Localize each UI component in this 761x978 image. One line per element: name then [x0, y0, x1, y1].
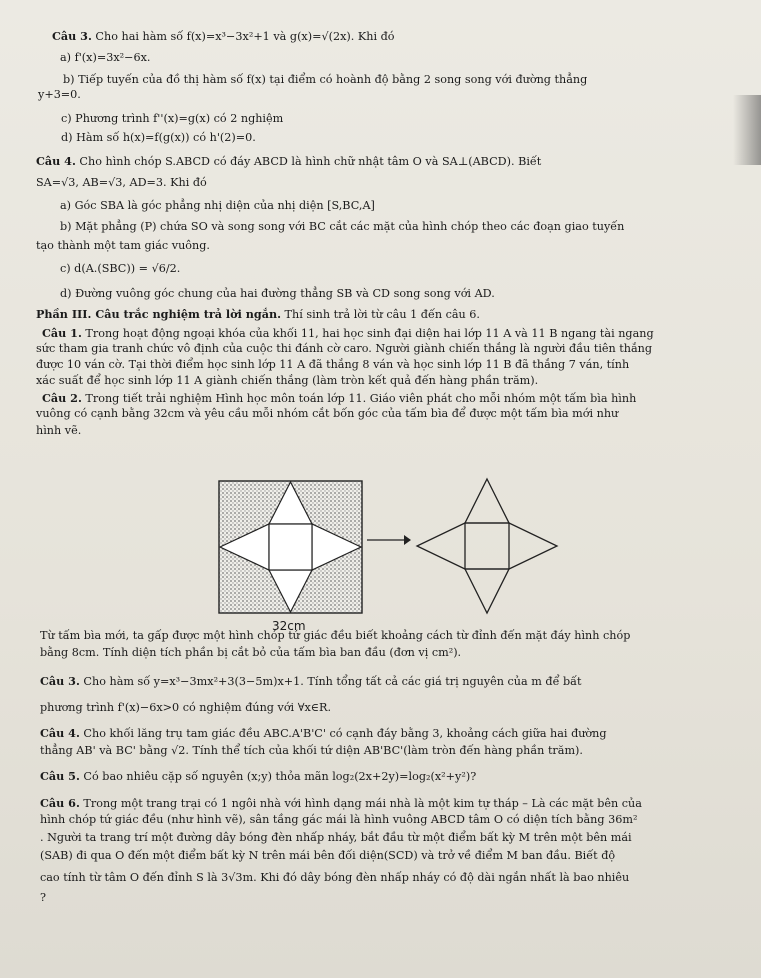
text-line: a) f'(x)=3x²−6x.	[60, 51, 151, 64]
text-line: SA=√3, AB=√3, AD=3. Khi đó	[36, 176, 207, 189]
square-sheet-svg	[218, 480, 363, 614]
text-line: ?	[40, 891, 46, 904]
text-line: a) Góc SBA là góc phẳng nhị diện của nhị diện [S,BC,A]	[60, 199, 375, 212]
text-line: Phần III. Câu trắc nghiệm trả lời ngắn. Thí sinh trả lời từ câu 1 đến câu 6.	[36, 307, 480, 321]
text-line: c) d(A.(SBC)) = √6/2.	[60, 262, 181, 275]
text-line: (SAB) đi qua O đến một điểm bất kỳ N trên mái bên đối diện(SCD) và trở về điểm M ban đầu. Biết độ	[40, 849, 616, 862]
arrow-figure	[366, 533, 412, 547]
text-line: d) Hàm số h(x)=f(g(x)) có h'(2)=0.	[61, 131, 256, 144]
text-line: được 10 ván cờ. Tại thời điểm học sinh lớp 11 A đã thắng 8 ván và học sinh lớp 11 B đã thắng 7 ván, tính	[36, 358, 630, 371]
cut-sheet-svg	[413, 477, 561, 615]
text-line: y+3=0.	[38, 88, 81, 101]
arrow-svg	[366, 533, 412, 547]
text-line: tạo thành một tam giác vuông.	[36, 239, 210, 252]
text-line: sức tham gia tranh chức vô định của cuộc thi đánh cờ caro. Người giành chiến thắng là người đầu tiên thắng	[36, 342, 653, 355]
text-line: Câu 4. Cho hình chóp S.ABCD có đáy ABCD là hình chữ nhật tâm O và SA⊥(ABCD). Biết	[36, 154, 542, 168]
text-line: thẳng AB' và BC' bằng √2. Tính thể tích của khối tứ diện AB'BC'(làm tròn đến hàng phần trăm).	[40, 744, 583, 757]
text-line: Câu 6. Trong một trang trại có 1 ngôi nhà với hình dạng mái nhà là một kim tự tháp – Là các mặt bên của	[40, 796, 642, 810]
square-sheet-figure	[218, 480, 363, 614]
text-line: b) Mặt phẳng (P) chứa SO và song song với BC cắt các mặt của hình chóp theo các đoạn giao tuyến	[60, 220, 625, 233]
text-line: b) Tiếp tuyến của đồ thị hàm số f(x) tại điểm có hoành độ bằng 2 song song với đường thẳng	[63, 73, 588, 86]
text-line: Câu 2. Trong tiết trải nghiệm Hình học môn toán lớp 11. Giáo viên phát cho mỗi nhóm một tấm bìa hình	[42, 391, 637, 405]
text-line: Câu 3. Cho hàm số y=x³−3mx²+3(3−5m)x+1. Tính tổng tất cả các giá trị nguyên của m để bất	[40, 674, 582, 688]
text-line: Câu 3. Cho hai hàm số f(x)=x³−3x²+1 và g(x)=√(2x). Khi đó	[52, 29, 395, 43]
text-line: phương trình f'(x)−6x>0 có nghiệm đúng với ∀x∈R.	[40, 701, 332, 714]
text-line: Câu 4. Cho khối lăng trụ tam giác đều ABC.A'B'C' có cạnh đáy bằng 3, khoảng cách giữa hai đường	[40, 726, 607, 740]
text-line: xác suất để học sinh lớp 11 A giành chiến thắng (làm tròn kết quả đến hàng phần trăm).	[36, 374, 539, 387]
text-line: bằng 8cm. Tính diện tích phần bị cắt bỏ của tấm bìa ban đầu (đơn vị cm²).	[40, 646, 462, 659]
text-line: d) Đường vuông góc chung của hai đường thẳng SB và CD song song với AD.	[60, 287, 495, 300]
text-line: hình vẽ.	[36, 424, 82, 437]
text-line: . Người ta trang trí một đường dây bóng đèn nhấp nháy, bắt đầu từ một điểm bất kỳ M trên một bên mái	[40, 831, 632, 844]
cut-sheet-figure	[413, 477, 561, 615]
text-line: c) Phương trình f''(x)=g(x) có 2 nghiệm	[61, 112, 284, 125]
text-line: hình chóp tứ giác đều (như hình vẽ), sân tầng gác mái là hình vuông ABCD tâm O có diện tích bằng 36m²	[40, 813, 638, 826]
text-line: cao tính từ tâm O đến đỉnh S là 3√3m. Khi đó dây bóng đèn nhấp nháy có độ dài ngắn nhất là bao nhiêu	[40, 871, 630, 884]
text-line: Câu 1. Trong hoạt động ngoại khóa của khối 11, hai học sinh đại diện hai lớp 11 A và 11 B ngang tài ngang	[42, 326, 654, 340]
dimension-label: 32cm	[272, 619, 306, 633]
text-line: Câu 5. Có bao nhiêu cặp số nguyên (x;y) thỏa mãn log₂(2x+2y)=log₂(x²+y²)?	[40, 769, 477, 783]
text-line: vuông có cạnh bằng 32cm và yêu cầu mỗi nhóm cắt bốn góc của tấm bìa để được một tấm bìa mới như	[36, 407, 619, 420]
page-edge-shadow	[733, 95, 761, 165]
text-line: Từ tấm bìa mới, ta gấp được một hình chóp tứ giác đều biết khoảng cách từ đỉnh đến mặt đáy hình chóp	[40, 629, 631, 642]
